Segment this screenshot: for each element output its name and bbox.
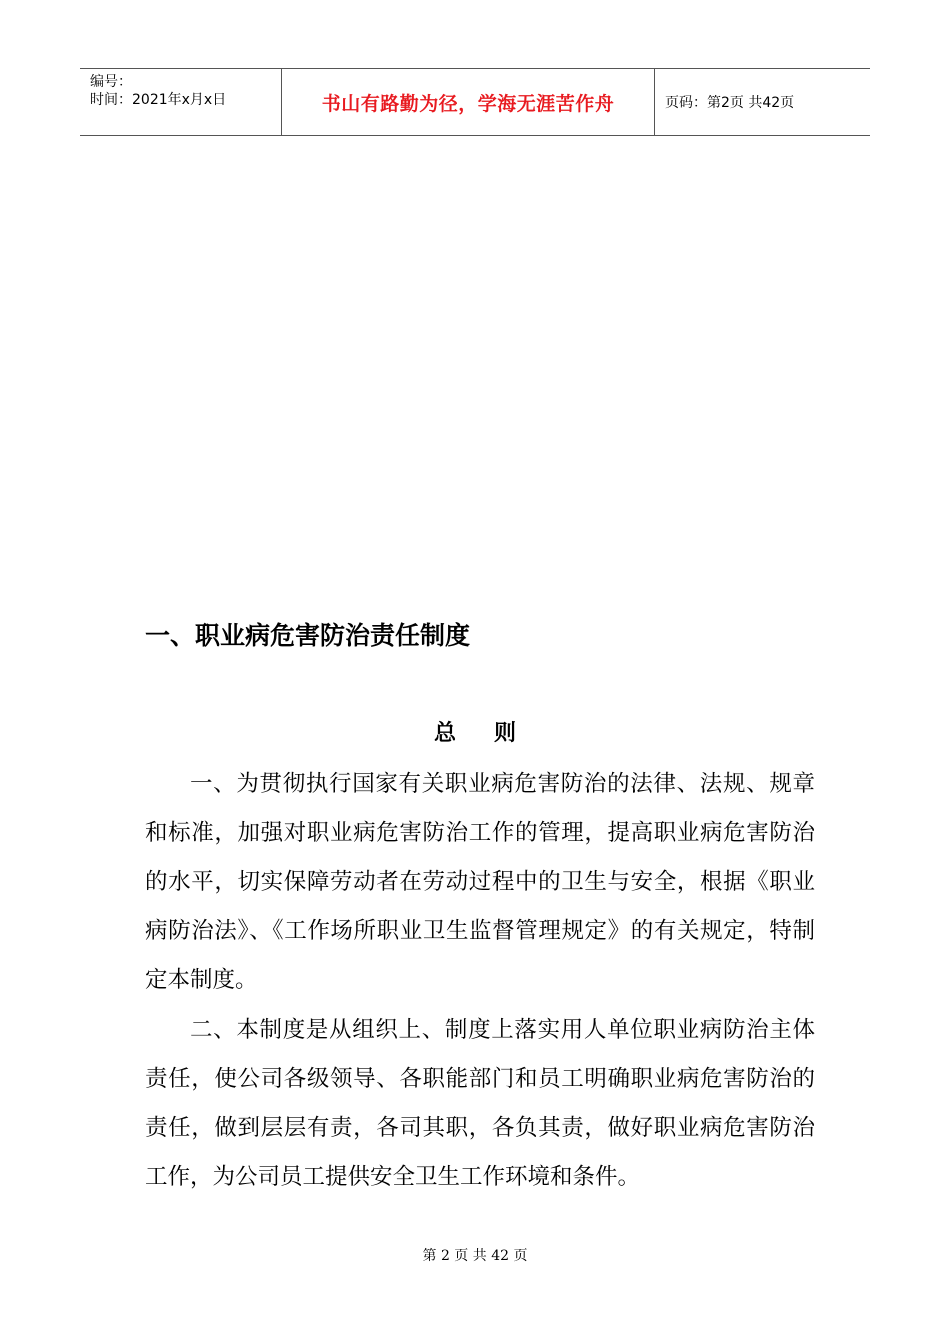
header-meta: [80, 69, 282, 135]
header-motto: 书山有路勤为径，学海无涯苦作舟: [282, 69, 655, 135]
serial-number-label: 编号：: [90, 74, 132, 90]
paragraph-2: 二、本制度是从组织上、制度上落实用人单位职业病防治主体责任，使公司各级领导、各职能部门和员工明确职业病危害防治的责任，做到层层有责，各司其职，各负其责，做好职业病危害防治工作，为公司员工提供安全卫生工作环境和条件。: [145, 1017, 815, 1190]
page-footer: 第 2 页 共 42 页: [422, 1248, 528, 1264]
document-header: [80, 68, 870, 136]
general-provisions-title: 总则: [433, 721, 554, 746]
section-title: 一、职业病危害防治责任制度: [145, 621, 471, 650]
paragraph-1: 一、为贯彻执行国家有关职业病危害防治的法律、法规、规章和标准，加强对职业病危害防治工作的管理，提高职业病危害防治的水平，切实保障劳动者在劳动过程中的卫生与安全，根据《职业病防治法》、《工作场所职业卫生监督管理规定》的有关规定，特制定本制度。: [145, 771, 815, 993]
header-page-info: 页码：第2页 共42页: [665, 95, 795, 111]
date-label: 时间：2021年x月x日: [90, 92, 227, 108]
